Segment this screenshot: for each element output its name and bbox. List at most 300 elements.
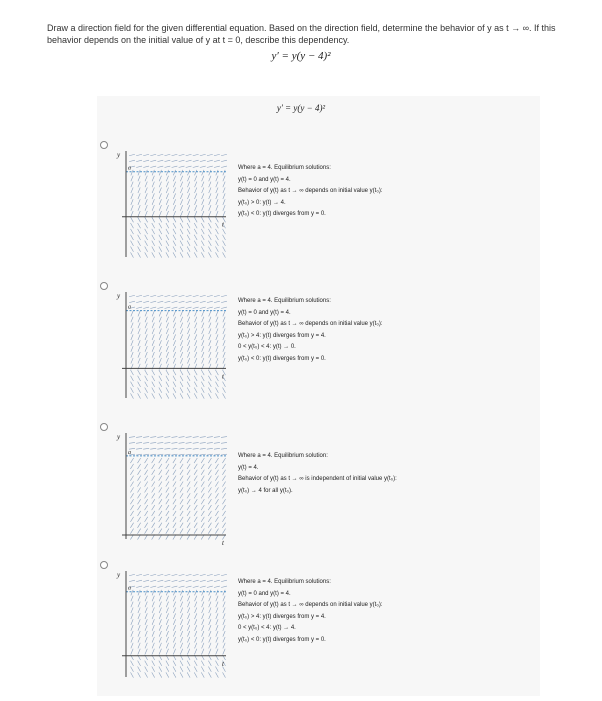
option-text-line: Where a = 4. Equilibrium solutions: [238, 298, 331, 304]
option-text-line: y(t) = 0 and y(t) = 4. [238, 176, 291, 183]
slope-mark [166, 499, 169, 504]
slope-mark [187, 193, 189, 199]
slope-mark [159, 252, 162, 257]
slope-mark [216, 637, 218, 643]
slope-mark [187, 229, 190, 234]
slope-mark [216, 649, 218, 655]
slope-mark [166, 523, 169, 528]
slope-mark [223, 241, 226, 246]
slope-mark [138, 602, 140, 608]
slope-mark [173, 590, 175, 596]
slope-mark [216, 199, 218, 205]
slope-mark [223, 346, 225, 352]
slope-mark [152, 358, 154, 364]
slope-mark [173, 334, 175, 340]
slope-mark [152, 205, 154, 211]
slope-mark [201, 529, 204, 534]
slope-mark [200, 166, 206, 167]
slope-mark [131, 393, 134, 398]
slope-mark [171, 448, 177, 449]
slope-mark [202, 625, 204, 631]
slope-mark [145, 252, 148, 257]
slope-mark [200, 574, 206, 575]
slope-mark [222, 476, 225, 481]
slope-mark [202, 311, 204, 317]
slope-mark [179, 295, 185, 296]
slope-mark [131, 193, 133, 199]
slope-mark [159, 176, 161, 182]
slope-mark [152, 596, 154, 602]
slope-mark [195, 625, 197, 631]
slope-mark [171, 437, 177, 438]
slope-mark [150, 574, 156, 575]
slope-mark [187, 476, 190, 481]
slope-mark [137, 517, 140, 522]
slope-mark [145, 217, 148, 222]
slope-mark [157, 586, 163, 587]
slope-mark [138, 217, 141, 222]
answer-option [0, 141, 602, 281]
slope-mark [186, 166, 192, 167]
slope-mark [138, 223, 141, 228]
slope-mark [130, 529, 133, 534]
slope-mark [221, 160, 227, 161]
slope-mark [136, 580, 142, 581]
a-value-label: a [128, 165, 131, 172]
slope-mark [143, 442, 149, 443]
slope-mark [180, 176, 182, 182]
slope-mark [223, 323, 225, 329]
slope-mark [215, 470, 218, 475]
slope-mark [131, 619, 133, 625]
slope-mark [209, 193, 211, 199]
slope-mark [195, 608, 197, 614]
slope-mark [179, 448, 185, 449]
slope-mark [194, 470, 197, 475]
slope-mark [152, 476, 155, 481]
slope-mark [180, 619, 182, 625]
slope-mark [159, 235, 162, 240]
slope-mark [187, 376, 190, 381]
slope-mark [159, 458, 162, 463]
slope-mark [138, 311, 140, 317]
slope-mark [180, 672, 183, 677]
slope-mark [195, 323, 197, 329]
slope-mark [193, 437, 199, 438]
slope-mark [195, 329, 197, 335]
slope-mark [223, 235, 226, 240]
slope-mark [208, 476, 211, 481]
slope-mark [201, 247, 204, 252]
slope-mark [159, 499, 162, 504]
slope-mark [171, 454, 177, 455]
slope-mark [215, 458, 218, 463]
slope-mark [194, 667, 197, 672]
slope-mark [164, 437, 170, 438]
slope-mark [131, 667, 134, 672]
slope-mark [180, 505, 183, 510]
slope-mark [159, 311, 161, 317]
slope-mark [166, 511, 169, 516]
slope-mark [152, 517, 155, 522]
slope-mark [138, 346, 140, 352]
slope-mark [195, 637, 197, 643]
slope-mark [145, 205, 147, 211]
slope-mark [187, 340, 189, 346]
slope-mark [152, 590, 154, 596]
slope-mark [223, 340, 225, 346]
slope-mark [215, 252, 218, 257]
slope-mark [223, 188, 225, 194]
slope-mark [180, 199, 182, 205]
slope-mark [187, 470, 190, 475]
slope-mark [138, 247, 141, 252]
slope-mark [166, 340, 168, 346]
slope-mark [173, 323, 175, 329]
slope-mark [131, 199, 133, 205]
slope-mark [159, 487, 162, 492]
slope-mark [145, 329, 147, 335]
slope-mark [152, 649, 154, 655]
slope-mark [166, 493, 169, 498]
slope-mark [208, 370, 211, 375]
slope-mark [216, 211, 218, 217]
slope-mark [145, 487, 148, 492]
slope-mark [223, 358, 225, 364]
slope-mark [129, 437, 135, 438]
slope-mark [201, 470, 204, 475]
slope-mark [145, 517, 148, 522]
slope-mark [164, 295, 170, 296]
slope-mark [131, 182, 133, 188]
slope-mark [180, 470, 183, 475]
slope-mark [207, 154, 213, 155]
slope-mark [222, 470, 225, 475]
slope-mark [201, 370, 204, 375]
slope-mark [138, 649, 140, 655]
slope-mark [207, 574, 213, 575]
slope-mark [157, 301, 163, 302]
y-axis-label: y [117, 151, 121, 159]
slope-mark [166, 352, 168, 358]
slope-mark [150, 160, 156, 161]
slope-mark [152, 199, 154, 205]
slope-mark [138, 252, 141, 257]
slope-mark [145, 672, 148, 677]
slope-mark [180, 170, 182, 176]
slope-mark [137, 511, 140, 516]
slope-mark [173, 211, 175, 217]
slope-mark [209, 205, 211, 211]
slope-mark [164, 442, 170, 443]
slope-mark [145, 211, 147, 217]
slope-mark [136, 437, 142, 438]
slope-mark [137, 470, 140, 475]
slope-mark [180, 613, 182, 619]
slope-mark [209, 323, 211, 329]
slope-mark [223, 229, 226, 234]
slope-mark [166, 619, 168, 625]
slope-mark [223, 637, 225, 643]
slope-mark [186, 437, 192, 438]
option-text-line: 0 < y(t₀) < 4: y(t) → 0. [238, 344, 296, 350]
slope-mark [193, 301, 199, 302]
slope-mark [214, 154, 220, 155]
slope-mark [145, 476, 148, 481]
option-radio-button[interactable] [100, 561, 108, 569]
slope-mark [130, 458, 133, 463]
slope-mark [136, 448, 142, 449]
slope-mark [166, 661, 169, 666]
slope-mark [145, 637, 147, 643]
slope-mark [187, 643, 189, 649]
slope-mark [131, 649, 133, 655]
slope-mark [131, 329, 133, 335]
slope-mark [145, 523, 148, 528]
slope-mark [207, 307, 213, 308]
slope-mark [157, 442, 163, 443]
slope-mark [214, 301, 220, 302]
slope-mark [221, 448, 227, 449]
slope-mark [152, 188, 154, 194]
slope-mark [143, 574, 149, 575]
t-axis-label: t [222, 539, 224, 547]
slope-mark [187, 217, 190, 222]
slope-mark [164, 574, 170, 575]
slope-mark [159, 376, 162, 381]
slope-mark [195, 199, 197, 205]
slope-mark [187, 649, 189, 655]
slope-mark [195, 602, 197, 608]
slope-mark [187, 602, 189, 608]
slope-mark [166, 476, 169, 481]
slope-mark [166, 637, 168, 643]
direction-field-plot [112, 145, 232, 265]
slope-mark [202, 193, 204, 199]
slope-mark [200, 154, 206, 155]
slope-mark [201, 672, 204, 677]
slope-mark [201, 217, 204, 222]
slope-mark [214, 442, 220, 443]
slope-mark [159, 476, 162, 481]
option-description [238, 451, 397, 497]
slope-mark [214, 295, 220, 296]
slope-mark [215, 241, 218, 246]
slope-mark [194, 223, 197, 228]
slope-mark [195, 596, 197, 602]
slope-mark [193, 580, 199, 581]
slope-mark [137, 476, 140, 481]
slope-mark [186, 580, 192, 581]
slope-mark [200, 586, 206, 587]
slope-mark [173, 329, 175, 335]
slope-mark [145, 241, 148, 246]
slope-mark [208, 247, 211, 252]
slope-mark [172, 301, 178, 302]
slope-mark [187, 241, 190, 246]
slope-mark [131, 334, 133, 340]
slope-mark [194, 511, 197, 516]
slope-mark [202, 199, 204, 205]
slope-mark [209, 188, 211, 194]
slope-mark [145, 613, 147, 619]
slope-mark [187, 458, 190, 463]
slope-mark [131, 590, 133, 596]
slope-mark [187, 388, 190, 393]
option-radio-button[interactable] [100, 141, 108, 149]
slope-mark [129, 301, 135, 302]
slope-mark [194, 247, 197, 252]
slope-mark [202, 346, 204, 352]
slope-mark [195, 340, 197, 346]
slope-mark [152, 193, 154, 199]
slope-mark [202, 608, 204, 614]
slope-mark [202, 352, 204, 358]
slope-mark [180, 340, 182, 346]
slope-mark [164, 154, 170, 155]
slope-mark [216, 182, 218, 188]
slope-mark [145, 667, 148, 672]
slope-mark [180, 346, 182, 352]
slope-mark [201, 517, 204, 522]
slope-mark [164, 448, 170, 449]
slope-mark [166, 487, 169, 492]
slope-mark [173, 637, 175, 643]
slope-mark [166, 176, 168, 182]
slope-mark [152, 499, 155, 504]
slope-mark [216, 176, 218, 182]
slope-mark [130, 464, 133, 469]
slope-mark [194, 388, 197, 393]
slope-mark [195, 205, 197, 211]
slope-mark [159, 317, 161, 323]
slope-mark [152, 211, 154, 217]
option-radio-button[interactable] [100, 282, 108, 290]
slope-mark [202, 619, 204, 625]
slope-mark [159, 464, 162, 469]
option-text-line: Where a = 4. Equilibrium solutions: [238, 579, 331, 585]
slope-mark [159, 523, 162, 528]
option-radio-button[interactable] [100, 423, 108, 431]
slope-mark [180, 596, 182, 602]
slope-mark [145, 625, 147, 631]
slope-mark [143, 307, 149, 308]
slope-mark [207, 160, 213, 161]
slope-mark [150, 301, 156, 302]
slope-mark [216, 340, 218, 346]
slope-mark [223, 170, 225, 176]
slope-mark [207, 448, 213, 449]
slope-mark [216, 602, 218, 608]
option-description [238, 296, 383, 365]
slope-mark [194, 376, 197, 381]
slope-mark [173, 176, 175, 182]
slope-mark [145, 317, 147, 323]
slope-mark [216, 596, 218, 602]
slope-mark [159, 382, 162, 387]
slope-mark [173, 199, 175, 205]
slope-mark [180, 193, 182, 199]
slope-mark [201, 493, 204, 498]
slope-mark [180, 370, 183, 375]
slope-mark [215, 482, 218, 487]
slope-mark [136, 295, 142, 296]
slope-mark [166, 393, 169, 398]
slope-mark [180, 517, 183, 522]
slope-mark [152, 487, 155, 492]
slope-mark [150, 295, 156, 296]
slope-mark [216, 358, 218, 364]
slope-mark [138, 352, 140, 358]
slope-mark [202, 170, 204, 176]
slope-mark [173, 631, 175, 637]
slope-mark [180, 211, 182, 217]
slope-mark [187, 323, 189, 329]
slope-mark [223, 625, 225, 631]
slope-mark [208, 529, 211, 534]
slope-mark [194, 493, 197, 498]
slope-mark [173, 661, 176, 666]
slope-mark [152, 323, 154, 329]
slope-mark [138, 625, 140, 631]
slope-mark [187, 499, 190, 504]
slope-mark [186, 295, 192, 296]
slope-mark [187, 329, 189, 335]
slope-mark [145, 482, 148, 487]
slope-mark [201, 252, 204, 257]
slope-mark [152, 470, 155, 475]
slope-mark [145, 193, 147, 199]
slope-mark [150, 448, 156, 449]
slope-mark [152, 464, 155, 469]
slope-mark [159, 193, 161, 199]
slope-mark [187, 188, 189, 194]
slope-mark [223, 613, 225, 619]
slope-mark [143, 160, 149, 161]
slope-mark [152, 376, 155, 381]
slope-mark [152, 493, 155, 498]
slope-mark [216, 613, 218, 619]
slope-mark [172, 574, 178, 575]
slope-mark [138, 176, 140, 182]
slope-mark [209, 602, 211, 608]
slope-mark [222, 517, 225, 522]
slope-mark [194, 217, 197, 222]
slope-mark [215, 247, 218, 252]
option-text-line: y(t₀) > 0: y(t) → 4. [238, 199, 286, 206]
slope-mark [195, 352, 197, 358]
slope-mark [166, 235, 169, 240]
slope-mark [131, 388, 134, 393]
slope-mark [208, 217, 211, 222]
slope-mark [180, 643, 182, 649]
slope-mark [143, 166, 149, 167]
slope-mark [166, 643, 168, 649]
slope-mark [166, 346, 168, 352]
slope-mark [180, 493, 183, 498]
slope-mark [216, 317, 218, 323]
slope-mark [159, 602, 161, 608]
slope-mark [179, 442, 185, 443]
slope-mark [138, 241, 141, 246]
slope-mark [195, 334, 197, 340]
slope-mark [172, 580, 178, 581]
slope-mark [208, 464, 211, 469]
slope-mark [180, 388, 183, 393]
slope-mark [143, 154, 149, 155]
slope-mark [166, 505, 169, 510]
slope-mark [186, 301, 192, 302]
